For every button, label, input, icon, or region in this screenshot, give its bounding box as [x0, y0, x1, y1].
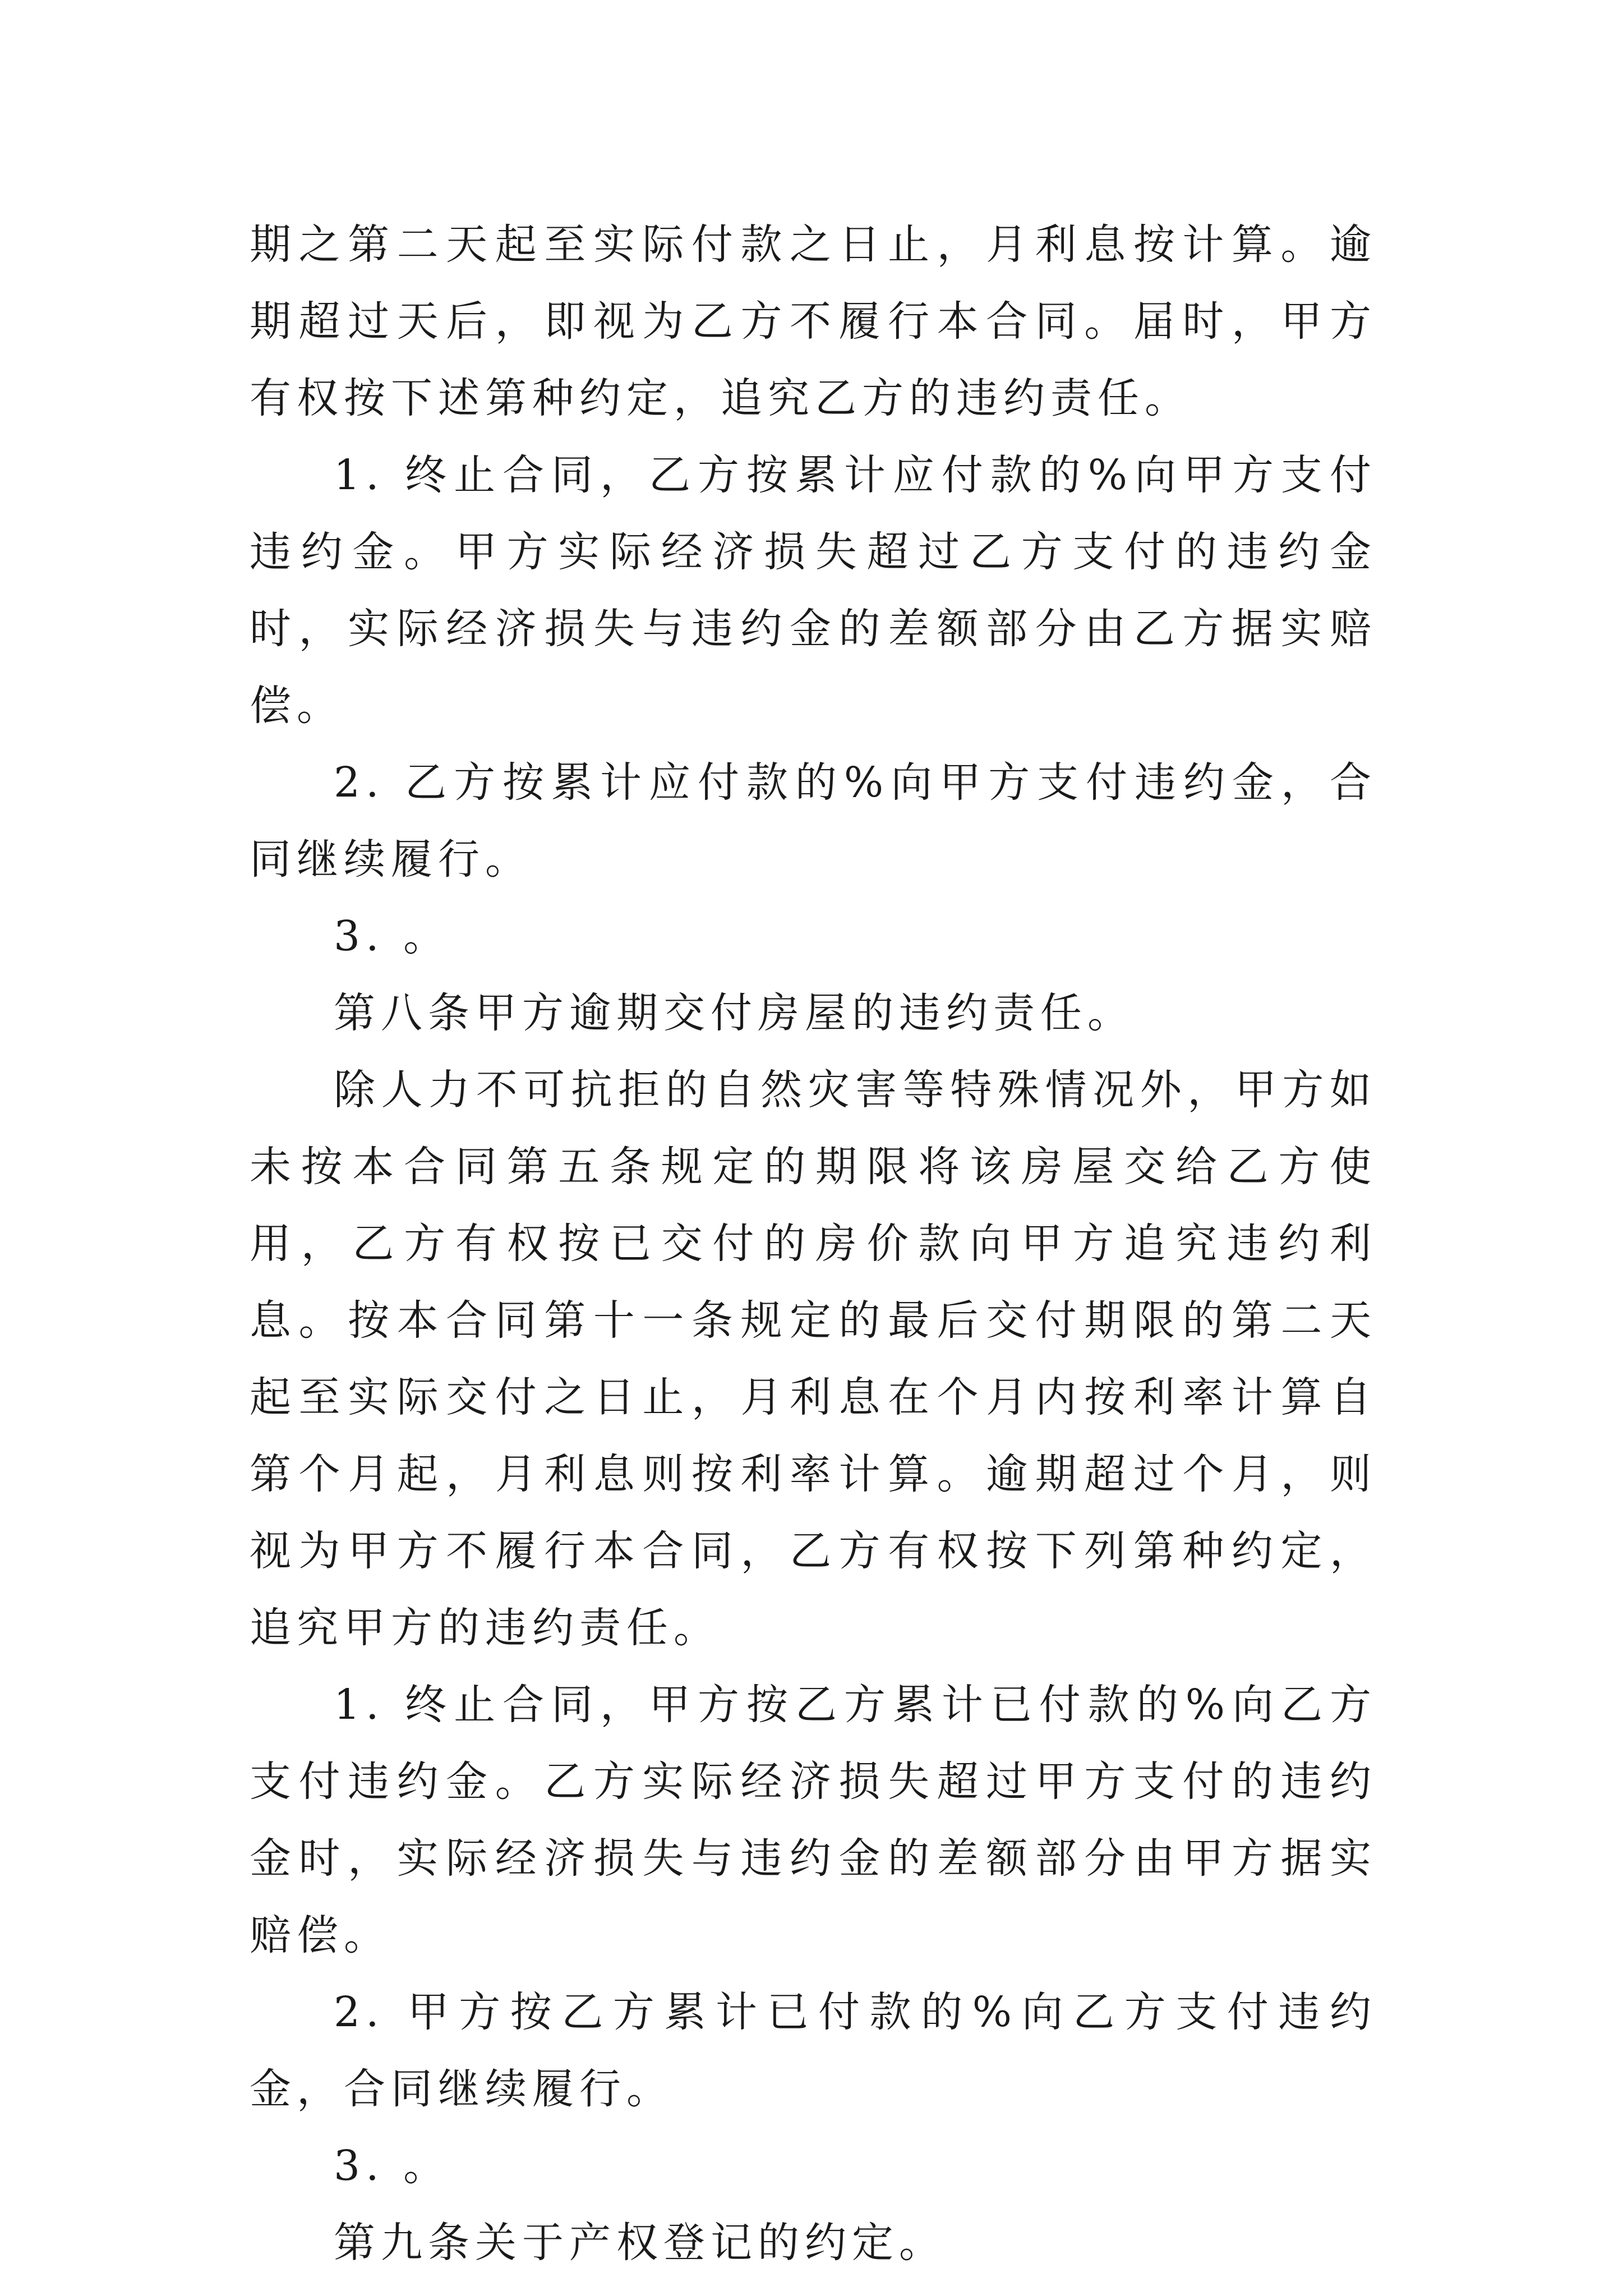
paragraph-article-8-option-2: 2. 甲方按乙方累计已付款的%向乙方支付违约金，合同继续履行。 — [250, 1988, 1377, 2113]
paragraph-option-1-terminate-contract: 1. 终止合同，乙方按累计应付款的%向甲方支付违约金。甲方实际经济损失超过乙方支付的违约金时，实际经济损失与违约金的差额部分由乙方据实赔偿。 — [250, 451, 1377, 730]
paragraph-overdue-payment-continued: 期之第二天起至实际付款之日止，月利息按计算。逾期超过天后，即视为乙方不履行本合同。届时，甲方有权按下述第种约定，追究乙方的违约责任。 — [250, 220, 1377, 422]
paragraph-option-3: 3. 。 — [334, 912, 451, 960]
paragraph-article-8-option-1: 1. 终止合同，甲方按乙方累计已付款的%向乙方支付违约金。乙方实际经济损失超过甲方支付的违约金时，实际经济损失与违约金的差额部分由甲方据实赔偿。 — [250, 1681, 1377, 1959]
article-9-heading: 第九条关于产权登记的约定。 — [334, 2219, 946, 2267]
document-body — [250, 206, 1377, 2281]
article-8-heading: 第八条甲方逾期交付房屋的违约责任。 — [334, 989, 1135, 1037]
paragraph-option-2-continue-contract: 2. 乙方按累计应付款的%向甲方支付违约金，合同继续履行。 — [250, 758, 1377, 884]
paragraph-article-8-body: 除人力不可抗拒的自然灾害等特殊情况外，甲方如未按本合同第五条规定的期限将该房屋交给乙方使用，乙方有权按已交付的房价款向甲方追究违约利息。按本合同第十一条规定的最后交付期限的第二天起至实际交付之日止，月利息在个月内按利率计算自第个月起，月利息则按利率计算。逾期超过个月，则视为甲方不履行本合同，乙方有权按下列第种约定，追究甲方的违约责任。 — [250, 1066, 1377, 1652]
paragraph-article-8-option-3: 3. 。 — [334, 2142, 451, 2190]
